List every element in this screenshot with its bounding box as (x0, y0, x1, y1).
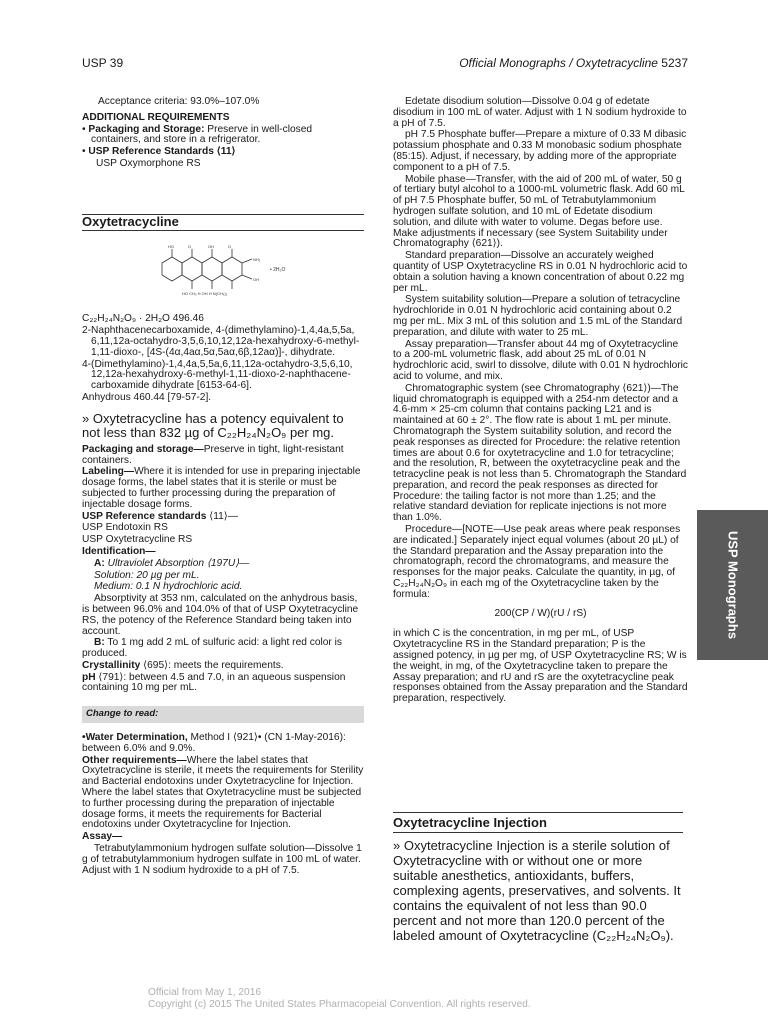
standard-preparation: Standard preparation—Dissolve an accurately weighed quantity of USP Oxytetracycline RS in 0.01 N hydrochloric acid to obtain a solution having a known concentration of about 0.22 mg per mL. (393, 250, 688, 294)
water-label: •Water Determination, (82, 732, 188, 744)
identification-a-text: Ultraviolet Absorption ⟨197U⟩— (104, 557, 250, 569)
svg-text:HO: HO (168, 243, 174, 249)
assay-preparation: Assay preparation—Transfer about 44 mg of Oxytetracycline to a 200-mL volumetric flask, add about 25 mL of 0.01 N hydrochloric acid, swirl to dissolve, dilute with 0.01 N hydrochloric acid to volume, and mix. (393, 338, 688, 382)
usp-reference-2: USP Oxytetracycline RS (82, 534, 193, 546)
right-column (393, 97, 688, 706)
phosphate-buffer: pH 7.5 Phosphate buffer—Prepare a mixture of 0.33 M dibasic potassium phosphate and 0.33 M monobasic sodium phosphate (85:15). Adjust, if necessary, by adding more of the appropriate component to a pH of 7.5. (393, 129, 687, 173)
page-number: 5237 (661, 56, 688, 70)
page-footer (148, 987, 531, 1011)
formula-definitions: in which C is the concentration, in mg per mL, of USP Oxytetracycline RS in the Standard preparation; P is the assigned potency, in µg per mg, of USP Oxytetracycline RS; W is the weight, in mg, of the Oxytetracycline taken to prepare the Assay preparation; and rU and rS are the oxytetracycline peak responses obtained from the Assay preparation and the Standard preparation, respectively. (393, 628, 688, 705)
usp-reference-label: USP Reference standards (82, 510, 207, 522)
monograph-title: Oxytetracycline (82, 214, 364, 231)
acceptance-criteria: Acceptance criteria: 93.0%–107.0% (98, 96, 260, 107)
tbahs-solution: Tetrabutylammonium hydrogen sulfate solution—Dissolve 1 g of tetrabutylammonium hydrogen sulfate in 100 mL of water. Adjust with 1 N sodium hydroxide to a pH of 7.5. (82, 843, 362, 876)
usp-reference-tail: ⟨11⟩— (206, 510, 238, 522)
packaging-storage-text: Preserve in well-closed containers, and store in a refrigerator. (91, 123, 313, 146)
running-header-right (459, 56, 688, 70)
svg-text:O: O (228, 243, 232, 249)
potency-statement: » Oxytetracycline has a potency equivalent to not less than 832 µg of C₂₂H₂₄N₂O₉ per mg. (82, 410, 344, 440)
chemical-name-1: 2-Naphthacenecarboxamide, 4-(dimethylamino)-1,4,4a,5,5a, 6,11,12a-octahydro-3,5,6,10,12,12a-hexahydroxy-6-methyl-1,11-dioxo-, [4S-(4α,4aα,5α,5aα,6β,12aα)]-, dihydrate. (82, 325, 360, 358)
crystallinity-section (82, 661, 364, 672)
additional-requirements-heading: ADDITIONAL REQUIREMENTS (82, 111, 230, 123)
identification-b-text: To 1 mg add 2 mL of sulfuric acid: a light red color is produced. (82, 637, 343, 660)
identification-b (82, 638, 364, 660)
molecular-formula: C₂₂H₂₄N₂O₉ · 2H₂O 496.46 (82, 313, 204, 325)
labeling-section (82, 467, 364, 510)
injection-definition: » Oxytetracycline Injection is a sterile solution of Oxytetracycline with or without one or more suitable anesthetics, antioxidants, buffers, complexing agents, preservatives, and solvents. It contains the equivalent of not less than 90.0 percent and not more than 120.0 percent of the labeled amount of Oxytetracycline (C₂₂H₂₄N₂O₉). (393, 838, 681, 943)
svg-text:OH: OH (253, 276, 259, 282)
solution-spec: Solution: 20 µg per mL. (94, 569, 200, 581)
ph-text: ⟨791⟩: between 4.5 and 7.0, in an aqueous suspension containing 10 mg per mL. (82, 671, 346, 694)
water-determination (82, 733, 364, 755)
footer-official-date: Official from May 1, 2016 (148, 987, 262, 998)
identification-b-label: B: (94, 637, 105, 649)
anhydrous-weight: Anhydrous 460.44 [79-57-2]. (82, 391, 212, 403)
absorptivity-text: Absorptivity at 353 nm, calculated on the anhydrous basis, is between 96.0% and 104.0% of that of USP Oxytetracycline RS, the potency of the Reference Standard being taken into account. (82, 593, 359, 637)
ph-section (82, 673, 364, 695)
running-header-left: USP 39 (82, 56, 124, 70)
other-requirements (82, 756, 364, 832)
crystallinity-label: Crystallinity (82, 659, 141, 671)
procedure: Procedure—[NOTE—Use peak areas where peak responses are indicated.] Separately inject equal volumes (about 20 µL) of the Standard preparation and the Assay preparation into the chromatograph, record the chromatograms, and measure the responses for the major peaks. Calculate the quantity, in µg, of C₂₂H₂₄N₂O₉ in each mg of the Oxytetracycline taken by the formula: (393, 524, 681, 600)
usp-reference-section (82, 512, 364, 523)
labeling-label: Labeling— (82, 466, 135, 478)
change-to-read-banner: Change to read: (82, 706, 364, 723)
packaging-label: Packaging and storage— (82, 443, 204, 455)
chromatographic-system: Chromatographic system (see Chromatography ⟨621⟩)—The liquid chromatograph is equipped with a 254-nm detector and a 4.6-mm × 25-cm column that contains packing L21 and is maintained at 60 ± 2°. The flow rate is about 1 mL per minute. Chromatograph the System suitability solution, and record the peak responses as directed for Procedure: the relative retention times are about 0.6 for oxytetracycline and 1.0 for tetracycline; and the resolution, R, between the oxytetracycline peak and the tetracycline peak is not less than 5. Chromatograph the Standard preparation, and record the peak responses as directed for Procedure: the tailing factor is not more than 1.25; and the relative standard deviation for replicate injections is not more than 1.0%. (393, 382, 687, 524)
usp-monographs-side-tab (697, 510, 768, 660)
reference-standards-item: • USP Reference Standards ⟨11⟩ (82, 146, 236, 158)
hydrate-label: • 2H₂O (270, 266, 286, 273)
identification-label: Identification— (82, 545, 156, 557)
usp-reference-1: USP Endotoxin RS (82, 522, 168, 534)
chemical-name-2: 4-(Dimethylamino)-1,4,4a,5,5a,6,11,12a-octahydro-3,5,6,10, 12,12a-hexahydroxy-6-methyl-1,11-dioxo-2-naphthacene-carboxamide dihydrate [6153-64-6]. (82, 358, 353, 392)
footer-copyright: Copyright (c) 2015 The United States Pharmacopeial Convention. All rights reserved. (148, 999, 531, 1010)
edetate-solution: Edetate disodium solution—Dissolve 0.04 g of edetate disodium in 100 mL of water. Adjust with 1 N sodium hydroxide to a pH of 7.5. (393, 96, 687, 129)
other-requirements-label: Other requirements— (82, 754, 187, 766)
crystallinity-text: ⟨695⟩: meets the requirements. (140, 659, 284, 671)
water-text: Method I ⟨921⟩• (CN 1-May-2016): between 6.0% and 9.0%. (82, 732, 346, 754)
mobile-phase: Mobile phase—Transfer, with the aid of 200 mL of water, 50 g of tertiary butyl alcohol to a 1000-mL volumetric flask. Add 60 mL of pH 7.5 Phosphate buffer, 50 mL of Tetrabutylammonium hydrogen sulfate solution, and 10 mL of Edetate disodium solution, and dilute with water to volume. Degas before use. Make adjustments if necessary (see System Suitability under Chromatography ⟨621⟩). (393, 173, 685, 250)
injection-monograph-title: Oxytetracycline Injection (393, 812, 683, 833)
other-requirements-text: Where the label states that Oxytetracycline is sterile, it meets the requirements for Sterility and Bacterial endotoxins under Oxytetracycline for Injection. Where the label states that Oxytetracycline must be subjected to further processing during the preparation of injectable dosage forms, it meets the requirements for Bacterial endotoxins under Oxytetracycline for Injection. (82, 754, 364, 831)
side-tab-label: USP Monographs (725, 530, 740, 640)
ph-label: pH (82, 671, 96, 683)
identification-a-label: A: (94, 557, 105, 569)
assay-formula: 200(CP / W)(rU / rS) (494, 607, 587, 619)
packaging-text: Preserve in tight, light-resistant containers. (82, 443, 344, 466)
packaging-storage-item: • Packaging and Storage: Preserve in well-closed containers, and store in a refrigerator. (82, 123, 313, 146)
header-title: Official Monographs / Oxytetracycline (459, 56, 658, 70)
packaging-storage-label: Packaging and Storage: (88, 123, 205, 135)
system-suitability-solution: System suitability solution—Prepare a solution of tetracycline hydrochloride in 0.01 N hydrochloric acid containing about 0.2 mg per mL. Mix 3 mL of this solution and 1.5 mL of the Standard preparation, and dilute with water to 25 mL. (393, 294, 683, 338)
reference-standard-entry: USP Oxymorphone RS (96, 157, 201, 169)
svg-text:OH: OH (208, 243, 214, 249)
chemical-structure-image (152, 241, 312, 303)
svg-text:O: O (188, 243, 192, 249)
reference-standards-label: USP Reference Standards ⟨11⟩ (88, 146, 236, 158)
medium-spec: Medium: 0.1 N hydrochloric acid. (94, 581, 243, 593)
packaging-section (82, 445, 364, 467)
labeling-text: Where it is intended for use in preparing injectable dosage forms, the label states that it is sterile or must be subjected to further processing during the preparation of injectable dosage forms. (82, 466, 361, 510)
left-column (82, 97, 364, 877)
svg-text:HO CH₃ H OH H N(CH₃)₂: HO CH₃ H OH H N(CH₃)₂ (182, 290, 228, 296)
identification-a (94, 559, 364, 570)
assay-label: Assay— (82, 831, 123, 843)
svg-text:NH₂: NH₂ (253, 256, 261, 262)
